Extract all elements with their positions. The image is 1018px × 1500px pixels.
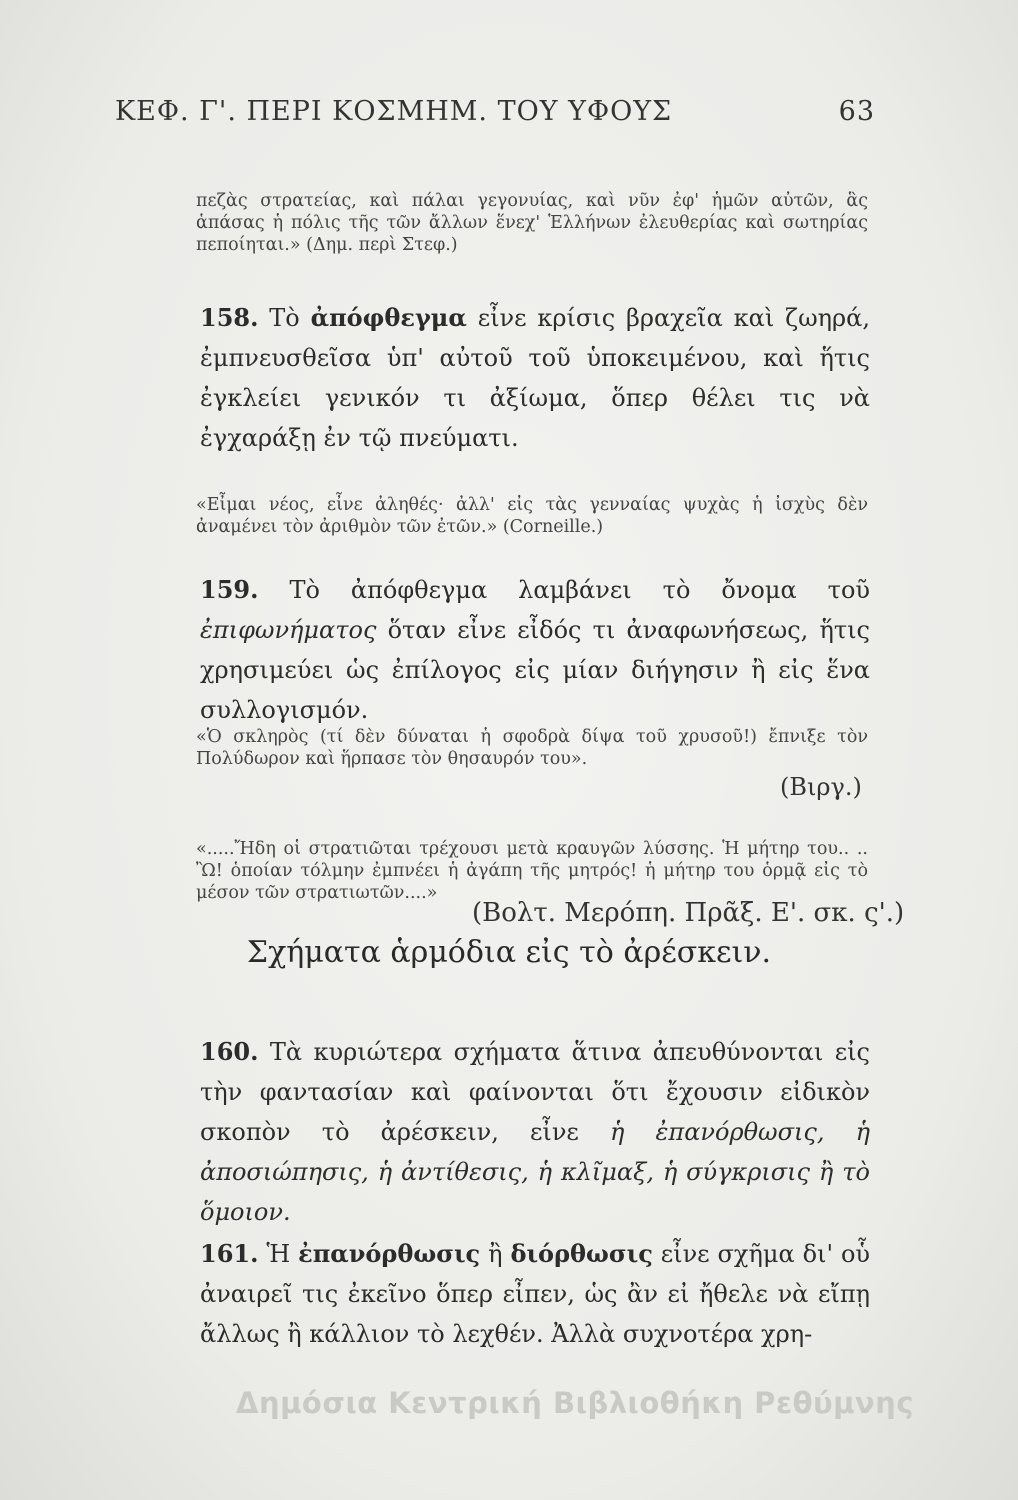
conjunction: ἢ xyxy=(488,1240,503,1268)
citation-virgil: (Βιργ.) xyxy=(780,773,862,801)
quote-159b: «.....Ἤδη οἱ στρατιῶται τρέχουσι μετὰ κραυγῶν λύσσης. Ἡ μήτηρ του.. .. Ὢ! ὁποίαν τόλμην ἐμπνέει ἡ ἀγάπη τῆς μητρός! ἡ μήτηρ του ὁρμᾷ εἰς τὸ μέσον τῶν στρατιωτῶν....» xyxy=(196,839,868,903)
paragraph-text: Τὰ κυριώτερα σχήματα ἅτινα ἀπευθύνονται εἰς τὴν φαντασίαν καὶ φαίνονται ὅτι ἔχουσιν εἰδικὸν σκοπὸν τὸ ἀρέσκειν, εἶνε xyxy=(200,1038,870,1146)
paragraph-lead: Ἡ xyxy=(266,1240,291,1268)
paragraph-158 xyxy=(200,298,870,458)
running-title: ΚΕΦ. Γ'. ΠΕΡΙ ΚΟΣΜΗΜ. ΤΟΥ ΥΦΟΥΣ xyxy=(115,96,673,127)
paragraph-lead: Τὸ xyxy=(269,304,300,332)
citation-voltaire: (Βολτ. Μερόπη. Πρᾶξ. Ε'. σκ. ς'.) xyxy=(472,898,905,928)
quote-158: «Εἶμαι νέος, εἶνε ἀληθές· ἀλλ' εἰς τὰς γενναίας ψυχὰς ἡ ἰσχὺς δὲν ἀναμένει τὸν ἀριθμὸν τῶν ἐτῶν.» (Corneille.) xyxy=(196,495,868,537)
running-header xyxy=(115,96,875,127)
paragraph-number: 158. xyxy=(200,303,259,332)
page-number: 63 xyxy=(838,96,875,127)
section-heading: Σχήματα ἁρμόδια εἰς τὸ ἀρέσκειν. xyxy=(246,935,772,970)
paragraph-text-before: Τὸ ἀπόφθεγμα λαμβάνει τὸ ὄνομα τοῦ xyxy=(289,576,870,604)
term-apophthegma: ἀπόφθεγμα xyxy=(310,303,467,332)
figure-item: ἡ ἐπανόρθωσις, xyxy=(610,1118,825,1146)
term-epanorthosis: ἐπανόρθωσις xyxy=(298,1239,481,1268)
paragraph-161 xyxy=(200,1234,870,1354)
figure-item: ἡ κλῖμαξ, xyxy=(537,1158,654,1186)
paragraph-number: 160. xyxy=(200,1037,259,1066)
library-watermark: Δημόσια Κεντρική Βιβλιοθήκη Ρεθύμνης xyxy=(236,1386,915,1420)
paragraph-159 xyxy=(200,570,870,730)
top-quote: πεζὰς στρατείας, καὶ πάλαι γεγονυίας, καὶ νῦν ἐφ' ἡμῶν αὐτῶν, ἃς ἁπάσας ἡ πόλις τῆς τῶν ἄλλων ἕνεχ' Ἑλλήνων ἐλευθερίας καὶ σωτηρίας πεποίηται.» (Δημ. περὶ Στεφ.) xyxy=(196,191,868,255)
term-diorthosis: διόρθωσις xyxy=(510,1239,653,1268)
quote-159a: «Ὁ σκληρὸς (τί δὲν δύναται ἡ σφοδρὰ δίψα τοῦ χρυσοῦ!) ἔπνιξε τὸν Πολύδωρον καὶ ἥρπασε τὸν θησαυρόν του». xyxy=(196,727,868,769)
figure-item: ἢ τὸ ὅμοιον. xyxy=(200,1158,870,1226)
paragraph-text: εἶνε κρίσις βραχεῖα καὶ ζωηρά, ἐμπνευσθεῖσα ὑπ' αὐτοῦ τοῦ ὑποκειμένου, καὶ ἥτις ἐγκλείει γενικόν τι ἀξίωμα, ὅπερ θέλει τις νὰ ἐγχαράξῃ ἐν τῷ πνεύματι. xyxy=(200,304,870,452)
paragraph-number: 159. xyxy=(200,575,259,604)
figure-item: ἡ ἀποσιώπησις, xyxy=(200,1118,870,1186)
paragraph-160 xyxy=(200,1032,870,1232)
paragraph-text: εἶνε σχῆμα δι' οὗ ἀναιρεῖ τις ἐκεῖνο ὅπερ εἶπεν, ὡς ἂν εἰ ἤθελε νὰ εἴπῃ ἄλλως ἢ κάλλιον τὸ λεχθέν. Ἀλλὰ συχνοτέρα χρη- xyxy=(200,1240,870,1348)
figure-item: ἡ ἀντίθεσις, xyxy=(377,1158,529,1186)
paragraph-text-after: ὅταν εἶνε εἶδός τι ἀναφωνήσεως, ἥτις χρησιμεύει ὡς ἐπίλογος εἰς μίαν διήγησιν ἢ εἰς ἕνα συλλογισμόν. xyxy=(200,616,870,724)
term-epiphonema: ἐπιφωνήματος xyxy=(200,616,377,644)
figure-item: ἡ σύγκρισις xyxy=(662,1158,810,1186)
paragraph-number: 161. xyxy=(200,1239,259,1268)
